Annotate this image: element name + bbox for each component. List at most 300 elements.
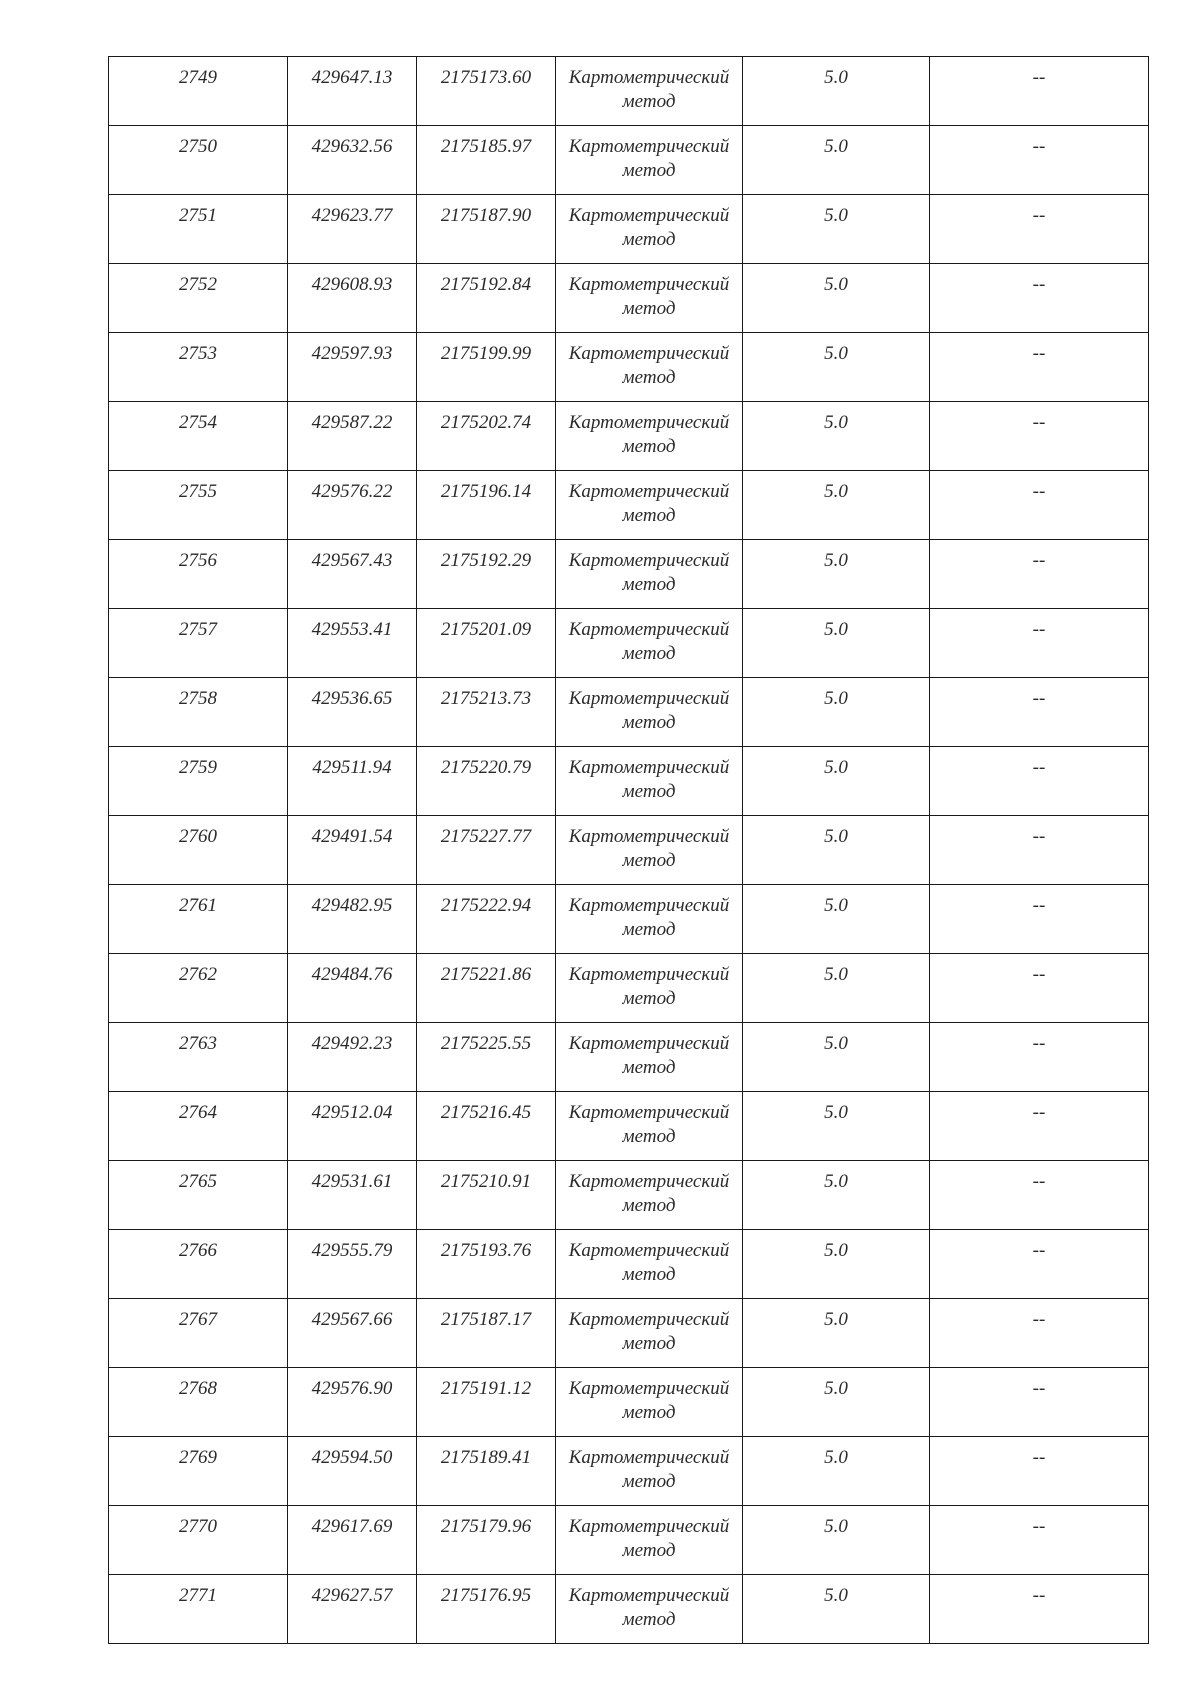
description-cell xyxy=(930,333,1149,402)
table-row xyxy=(109,540,1149,609)
method-line-1: Картометрический xyxy=(568,1447,730,1468)
accuracy-value: 5.0 xyxy=(824,550,848,571)
point-number: 2758 xyxy=(179,688,217,709)
accuracy-value: 5.0 xyxy=(824,1585,848,1606)
y-coordinate-cell xyxy=(417,1437,556,1506)
point-number: 2771 xyxy=(179,1585,217,1606)
table-row xyxy=(109,195,1149,264)
x-coordinate-cell xyxy=(288,126,417,195)
description-cell xyxy=(930,1437,1149,1506)
method-line-1: Картометрический xyxy=(568,895,730,916)
accuracy-value: 5.0 xyxy=(824,1102,848,1123)
table-row xyxy=(109,1506,1149,1575)
description-cell xyxy=(930,678,1149,747)
method-cell xyxy=(556,1230,743,1299)
coordinates-table xyxy=(108,56,1149,1644)
point-number: 2764 xyxy=(179,1102,217,1123)
method-line-2: метод xyxy=(622,919,676,940)
y-coordinate-cell xyxy=(417,747,556,816)
point-number-cell xyxy=(109,1368,288,1437)
description-cell xyxy=(930,1161,1149,1230)
x-coordinate: 429617.69 xyxy=(311,1516,393,1537)
accuracy-cell xyxy=(743,885,930,954)
x-coordinate: 429512.04 xyxy=(311,1102,393,1123)
y-coordinate-cell xyxy=(417,1161,556,1230)
accuracy-cell xyxy=(743,1023,930,1092)
accuracy-value: 5.0 xyxy=(824,1033,848,1054)
x-coordinate: 429482.95 xyxy=(311,895,393,916)
x-coordinate: 429623.77 xyxy=(311,205,393,226)
point-number: 2767 xyxy=(179,1309,217,1330)
method-line-1: Картометрический xyxy=(568,343,730,364)
accuracy-value: 5.0 xyxy=(824,67,848,88)
x-coordinate: 429647.13 xyxy=(311,67,393,88)
y-coordinate-cell xyxy=(417,1092,556,1161)
method-text xyxy=(556,402,742,459)
method-text xyxy=(556,540,742,597)
description-value: -- xyxy=(1032,274,1046,295)
method-line-1: Картометрический xyxy=(568,412,730,433)
y-coordinate: 2175225.55 xyxy=(440,1033,532,1054)
y-coordinate-cell xyxy=(417,402,556,471)
accuracy-cell xyxy=(743,1161,930,1230)
method-cell xyxy=(556,1299,743,1368)
accuracy-cell xyxy=(743,1506,930,1575)
method-line-1: Картометрический xyxy=(568,964,730,985)
method-line-1: Картометрический xyxy=(568,550,730,571)
description-cell xyxy=(930,1023,1149,1092)
y-coordinate-cell xyxy=(417,264,556,333)
description-value: -- xyxy=(1032,412,1046,433)
y-coordinate-cell xyxy=(417,609,556,678)
x-coordinate-cell xyxy=(288,195,417,264)
table-row xyxy=(109,471,1149,540)
y-coordinate: 2175210.91 xyxy=(440,1171,532,1192)
method-text xyxy=(556,333,742,390)
description-value: -- xyxy=(1032,1378,1046,1399)
y-coordinate-cell xyxy=(417,333,556,402)
y-coordinate-cell xyxy=(417,954,556,1023)
description-value: -- xyxy=(1032,1171,1046,1192)
method-cell xyxy=(556,1161,743,1230)
point-number: 2757 xyxy=(179,619,217,640)
point-number-cell xyxy=(109,1299,288,1368)
description-cell xyxy=(930,1575,1149,1644)
description-value: -- xyxy=(1032,136,1046,157)
point-number-cell xyxy=(109,540,288,609)
table-row xyxy=(109,126,1149,195)
point-number-cell xyxy=(109,126,288,195)
accuracy-value: 5.0 xyxy=(824,481,848,502)
x-coordinate-cell xyxy=(288,816,417,885)
method-text xyxy=(556,954,742,1011)
y-coordinate-cell xyxy=(417,126,556,195)
accuracy-value: 5.0 xyxy=(824,274,848,295)
x-coordinate: 429531.61 xyxy=(311,1171,393,1192)
y-coordinate-cell xyxy=(417,1506,556,1575)
point-number-cell xyxy=(109,747,288,816)
point-number: 2754 xyxy=(179,412,217,433)
accuracy-value: 5.0 xyxy=(824,895,848,916)
description-cell xyxy=(930,747,1149,816)
point-number-cell xyxy=(109,402,288,471)
table-row xyxy=(109,816,1149,885)
method-line-2: метод xyxy=(622,91,676,112)
accuracy-value: 5.0 xyxy=(824,205,848,226)
method-line-1: Картометрический xyxy=(568,619,730,640)
y-coordinate-cell xyxy=(417,471,556,540)
y-coordinate: 2175199.99 xyxy=(440,343,532,364)
accuracy-cell xyxy=(743,333,930,402)
description-cell xyxy=(930,402,1149,471)
x-coordinate-cell xyxy=(288,1575,417,1644)
y-coordinate: 2175189.41 xyxy=(440,1447,532,1468)
point-number: 2768 xyxy=(179,1378,217,1399)
method-text xyxy=(556,1437,742,1494)
x-coordinate-cell xyxy=(288,540,417,609)
accuracy-cell xyxy=(743,195,930,264)
y-coordinate: 2175222.94 xyxy=(440,895,532,916)
method-line-2: метод xyxy=(622,1540,676,1561)
method-text xyxy=(556,1230,742,1287)
method-line-2: метод xyxy=(622,988,676,1009)
accuracy-cell xyxy=(743,1092,930,1161)
method-line-2: метод xyxy=(622,781,676,802)
accuracy-value: 5.0 xyxy=(824,1309,848,1330)
accuracy-value: 5.0 xyxy=(824,826,848,847)
y-coordinate: 2175187.17 xyxy=(440,1309,532,1330)
point-number-cell xyxy=(109,678,288,747)
method-text xyxy=(556,1506,742,1563)
x-coordinate: 429597.93 xyxy=(311,343,393,364)
point-number-cell xyxy=(109,816,288,885)
accuracy-value: 5.0 xyxy=(824,1378,848,1399)
y-coordinate: 2175192.29 xyxy=(440,550,532,571)
accuracy-cell xyxy=(743,471,930,540)
accuracy-value: 5.0 xyxy=(824,757,848,778)
table-row xyxy=(109,402,1149,471)
accuracy-value: 5.0 xyxy=(824,964,848,985)
description-cell xyxy=(930,540,1149,609)
description-value: -- xyxy=(1032,826,1046,847)
method-line-1: Картометрический xyxy=(568,1171,730,1192)
y-coordinate: 2175179.96 xyxy=(440,1516,532,1537)
point-number-cell xyxy=(109,1092,288,1161)
x-coordinate-cell xyxy=(288,402,417,471)
x-coordinate-cell xyxy=(288,57,417,126)
accuracy-value: 5.0 xyxy=(824,688,848,709)
accuracy-value: 5.0 xyxy=(824,412,848,433)
x-coordinate: 429567.43 xyxy=(311,550,393,571)
y-coordinate: 2175191.12 xyxy=(440,1378,532,1399)
accuracy-cell xyxy=(743,954,930,1023)
description-cell xyxy=(930,126,1149,195)
accuracy-value: 5.0 xyxy=(824,1240,848,1261)
method-line-2: метод xyxy=(622,1195,676,1216)
point-number: 2755 xyxy=(179,481,217,502)
description-value: -- xyxy=(1032,895,1046,916)
accuracy-value: 5.0 xyxy=(824,1516,848,1537)
table-row xyxy=(109,1299,1149,1368)
method-line-2: метод xyxy=(622,1402,676,1423)
method-line-1: Картометрический xyxy=(568,481,730,502)
y-coordinate: 2175173.60 xyxy=(440,67,532,88)
method-line-2: метод xyxy=(622,1471,676,1492)
description-cell xyxy=(930,954,1149,1023)
y-coordinate: 2175187.90 xyxy=(440,205,532,226)
accuracy-value: 5.0 xyxy=(824,343,848,364)
x-coordinate-cell xyxy=(288,1506,417,1575)
x-coordinate-cell xyxy=(288,1230,417,1299)
table-row xyxy=(109,1230,1149,1299)
y-coordinate: 2175201.09 xyxy=(440,619,532,640)
point-number-cell xyxy=(109,885,288,954)
point-number: 2751 xyxy=(179,205,217,226)
description-cell xyxy=(930,609,1149,678)
y-coordinate-cell xyxy=(417,885,556,954)
method-line-2: метод xyxy=(622,1264,676,1285)
method-cell xyxy=(556,1092,743,1161)
x-coordinate-cell xyxy=(288,471,417,540)
point-number: 2753 xyxy=(179,343,217,364)
description-value: -- xyxy=(1032,1516,1046,1537)
point-number: 2761 xyxy=(179,895,217,916)
x-coordinate-cell xyxy=(288,885,417,954)
description-cell xyxy=(930,885,1149,954)
method-line-2: метод xyxy=(622,1333,676,1354)
method-cell xyxy=(556,816,743,885)
method-cell xyxy=(556,885,743,954)
x-coordinate-cell xyxy=(288,1437,417,1506)
description-cell xyxy=(930,1092,1149,1161)
accuracy-cell xyxy=(743,264,930,333)
point-number-cell xyxy=(109,609,288,678)
method-cell xyxy=(556,1368,743,1437)
point-number: 2762 xyxy=(179,964,217,985)
accuracy-value: 5.0 xyxy=(824,136,848,157)
x-coordinate: 429511.94 xyxy=(312,757,392,778)
accuracy-cell xyxy=(743,540,930,609)
accuracy-cell xyxy=(743,609,930,678)
description-cell xyxy=(930,1230,1149,1299)
y-coordinate: 2175185.97 xyxy=(440,136,532,157)
y-coordinate: 2175202.74 xyxy=(440,412,532,433)
x-coordinate: 429553.41 xyxy=(311,619,393,640)
point-number: 2756 xyxy=(179,550,217,571)
point-number: 2769 xyxy=(179,1447,217,1468)
point-number-cell xyxy=(109,1230,288,1299)
x-coordinate: 429576.90 xyxy=(311,1378,393,1399)
x-coordinate-cell xyxy=(288,1023,417,1092)
method-text xyxy=(556,609,742,666)
table-row xyxy=(109,609,1149,678)
point-number: 2752 xyxy=(179,274,217,295)
y-coordinate-cell xyxy=(417,57,556,126)
method-line-2: метод xyxy=(622,1057,676,1078)
x-coordinate: 429587.22 xyxy=(311,412,393,433)
y-coordinate: 2175196.14 xyxy=(440,481,532,502)
description-value: -- xyxy=(1032,1447,1046,1468)
x-coordinate: 429576.22 xyxy=(311,481,393,502)
method-line-1: Картометрический xyxy=(568,1516,730,1537)
y-coordinate: 2175216.45 xyxy=(440,1102,532,1123)
method-line-2: метод xyxy=(622,850,676,871)
point-number-cell xyxy=(109,954,288,1023)
method-line-2: метод xyxy=(622,574,676,595)
y-coordinate: 2175220.79 xyxy=(440,757,532,778)
accuracy-cell xyxy=(743,747,930,816)
description-value: -- xyxy=(1032,757,1046,778)
x-coordinate: 429632.56 xyxy=(311,136,393,157)
method-cell xyxy=(556,195,743,264)
method-text xyxy=(556,885,742,942)
method-text xyxy=(556,1023,742,1080)
method-cell xyxy=(556,126,743,195)
method-cell xyxy=(556,57,743,126)
method-line-1: Картометрический xyxy=(568,1102,730,1123)
description-value: -- xyxy=(1032,481,1046,502)
table-row xyxy=(109,1368,1149,1437)
method-text xyxy=(556,1368,742,1425)
description-value: -- xyxy=(1032,343,1046,364)
table-row xyxy=(109,1023,1149,1092)
accuracy-value: 5.0 xyxy=(824,1447,848,1468)
point-number: 2766 xyxy=(179,1240,217,1261)
method-line-1: Картометрический xyxy=(568,1585,730,1606)
accuracy-cell xyxy=(743,126,930,195)
y-coordinate-cell xyxy=(417,1023,556,1092)
description-cell xyxy=(930,57,1149,126)
table-row xyxy=(109,1437,1149,1506)
y-coordinate: 2175192.84 xyxy=(440,274,532,295)
accuracy-value: 5.0 xyxy=(824,619,848,640)
y-coordinate-cell xyxy=(417,816,556,885)
point-number-cell xyxy=(109,57,288,126)
x-coordinate: 429608.93 xyxy=(311,274,393,295)
description-value: -- xyxy=(1032,964,1046,985)
method-text xyxy=(556,126,742,183)
description-value: -- xyxy=(1032,67,1046,88)
description-value: -- xyxy=(1032,1240,1046,1261)
method-line-1: Картометрический xyxy=(568,136,730,157)
x-coordinate-cell xyxy=(288,1092,417,1161)
table-row xyxy=(109,954,1149,1023)
y-coordinate-cell xyxy=(417,1230,556,1299)
accuracy-cell xyxy=(743,402,930,471)
method-text xyxy=(556,57,742,114)
method-cell xyxy=(556,264,743,333)
description-value: -- xyxy=(1032,619,1046,640)
x-coordinate-cell xyxy=(288,609,417,678)
x-coordinate-cell xyxy=(288,1299,417,1368)
method-line-1: Картометрический xyxy=(568,274,730,295)
y-coordinate-cell xyxy=(417,1368,556,1437)
accuracy-cell xyxy=(743,1575,930,1644)
x-coordinate: 429567.66 xyxy=(311,1309,393,1330)
method-text xyxy=(556,1161,742,1218)
point-number-cell xyxy=(109,471,288,540)
table-row xyxy=(109,678,1149,747)
point-number-cell xyxy=(109,1437,288,1506)
description-cell xyxy=(930,816,1149,885)
method-line-2: метод xyxy=(622,436,676,457)
x-coordinate-cell xyxy=(288,1368,417,1437)
method-line-1: Картометрический xyxy=(568,1240,730,1261)
method-line-1: Картометрический xyxy=(568,1033,730,1054)
point-number: 2760 xyxy=(179,826,217,847)
y-coordinate: 2175176.95 xyxy=(440,1585,532,1606)
method-cell xyxy=(556,1506,743,1575)
point-number: 2770 xyxy=(179,1516,217,1537)
point-number-cell xyxy=(109,1023,288,1092)
document-page xyxy=(108,56,1142,1644)
point-number: 2750 xyxy=(179,136,217,157)
description-cell xyxy=(930,1299,1149,1368)
method-cell xyxy=(556,1437,743,1506)
accuracy-cell xyxy=(743,678,930,747)
method-text xyxy=(556,471,742,528)
point-number-cell xyxy=(109,195,288,264)
method-line-2: метод xyxy=(622,643,676,664)
method-cell xyxy=(556,1575,743,1644)
method-line-1: Картометрический xyxy=(568,205,730,226)
x-coordinate: 429536.65 xyxy=(311,688,393,709)
table-row xyxy=(109,57,1149,126)
method-line-2: метод xyxy=(622,1609,676,1630)
table-row xyxy=(109,747,1149,816)
method-text xyxy=(556,1092,742,1149)
point-number: 2759 xyxy=(179,757,217,778)
point-number-cell xyxy=(109,1161,288,1230)
description-cell xyxy=(930,1506,1149,1575)
method-cell xyxy=(556,954,743,1023)
x-coordinate-cell xyxy=(288,954,417,1023)
x-coordinate: 429627.57 xyxy=(311,1585,393,1606)
accuracy-cell xyxy=(743,1437,930,1506)
description-value: -- xyxy=(1032,205,1046,226)
x-coordinate: 429555.79 xyxy=(311,1240,393,1261)
description-cell xyxy=(930,471,1149,540)
description-value: -- xyxy=(1032,550,1046,571)
point-number-cell xyxy=(109,333,288,402)
method-line-1: Картометрический xyxy=(568,757,730,778)
method-text xyxy=(556,678,742,735)
point-number: 2765 xyxy=(179,1171,217,1192)
point-number-cell xyxy=(109,264,288,333)
description-cell xyxy=(930,264,1149,333)
description-value: -- xyxy=(1032,1102,1046,1123)
y-coordinate: 2175221.86 xyxy=(440,964,532,985)
method-line-2: метод xyxy=(622,298,676,319)
method-text xyxy=(556,264,742,321)
method-text xyxy=(556,195,742,252)
method-text xyxy=(556,747,742,804)
x-coordinate-cell xyxy=(288,747,417,816)
coordinates-table-body xyxy=(109,57,1149,1644)
accuracy-cell xyxy=(743,1230,930,1299)
table-row xyxy=(109,1161,1149,1230)
description-value: -- xyxy=(1032,1585,1046,1606)
description-value: -- xyxy=(1032,688,1046,709)
method-line-2: метод xyxy=(622,160,676,181)
y-coordinate-cell xyxy=(417,1575,556,1644)
method-line-2: метод xyxy=(622,1126,676,1147)
y-coordinate-cell xyxy=(417,678,556,747)
table-row xyxy=(109,1092,1149,1161)
y-coordinate: 2175213.73 xyxy=(440,688,532,709)
x-coordinate-cell xyxy=(288,678,417,747)
method-cell xyxy=(556,609,743,678)
